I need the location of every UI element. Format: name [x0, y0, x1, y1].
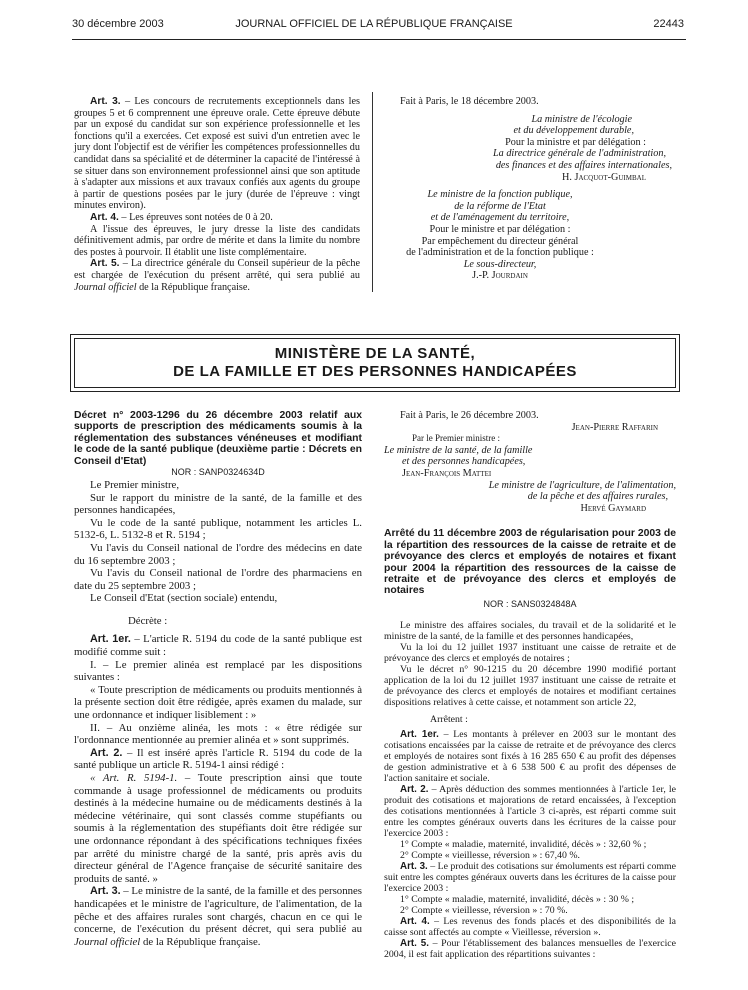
decree-article-r5194-1: « Art. R. 5194-1. – Toute prescription ainsi que toute commande à usage professionnel de médicaments ou produits destinés à la médecine humaine ou de médicaments destinés à la médecine vétérinaire, qui sont classés comme stupéfiants ou soumis à la réglementation des stupéfiants doit être rédigée sur une ordonnance répondant à des spécifications techniques fixées par arrêté du ministre chargé de la santé, pris après avis du directeur général de l'Agence française de sécurité sanitaire des produits de santé. » [74, 772, 362, 885]
sig-line: de la réforme de l'Etat [454, 200, 546, 212]
signatory-name: Hervé Gaymard [580, 502, 646, 514]
arrete-list-item: 1° Compte « maladie, maternité, invalidité, décès » : 32,60 % ; [400, 839, 647, 851]
sig-line: Pour le ministre et par délégation : [429, 223, 571, 235]
article-5-paragraph: Art. 5. – La directrice générale du Conseil supérieur de la pêche est chargée de l'exécution du présent arrêté, qui sera publié au Journal officiel de la République française. [74, 258, 361, 293]
sig-line: de la pêche et des affaires rurales, [527, 491, 668, 503]
sig-line: La ministre de l'écologie [531, 113, 632, 125]
sig-line: Le ministre de la fonction publique, [427, 189, 573, 201]
sig-line: Le sous-directeur, [463, 258, 537, 270]
sig-line: et du développement durable, [513, 125, 634, 137]
top-left-column [74, 96, 360, 293]
sig-line: Le ministre de la santé, de la famille [384, 444, 533, 456]
header-rule [72, 39, 686, 40]
arrete-nor: NOR : SANS0324848A [483, 598, 577, 609]
decree-paragraph: Vu le code de la santé publique, notamment les articles L. 5132-6, L. 5132-8 et R. 5194 ; [74, 516, 362, 542]
decree-paragraph: Vu l'avis du Conseil national de l'ordre des médecins en date du 16 septembre 2003 ; [74, 541, 362, 567]
top-right-signatures [384, 96, 676, 282]
arrete-list-item: 1° Compte « maladie, maternité, invalidité, décès » : 30 % ; [400, 894, 635, 906]
decree-column [74, 410, 362, 948]
signature-date: Fait à Paris, le 18 décembre 2003. [400, 96, 539, 107]
sig-line: des finances et des affaires internationales, [495, 159, 672, 171]
arrete-list-item: 2° Compte « vieillesse, réversion » : 67,40 %. [400, 850, 580, 862]
article-4-paragraph: Art. 4. – Les épreuves sont notées de 0 à 20. [90, 211, 273, 223]
arrete-arretent: Arrêtent : [430, 714, 468, 726]
article-3-paragraph: Art. 3. – Les concours de recrutements exceptionnels dans les groupes 5 et 6 comprennent une épreuve orale. Cette épreuve débute par un exposé du candidat sur son expérience professionnelle et les fonctions qu'il a exercées. Cet exposé est suivi d'un entretien avec le jury dont l'objectif est de vérifier les compétences professionnelles du candidat dans sa spécialité et de déterminer la capacité de l'intéressé à se situer dans son environnement professionnel ainsi que son aptitude à s'adapter aux missions et aux travaux confiés aux agents du groupe à partir de questions posées par le jury (durée de l'épreuve : vingt minutes environ). [74, 96, 361, 212]
decree-article-1: Art. 1er. – L'article R. 5194 du code de la santé publique est modifié comme suit : [74, 633, 363, 659]
decree-paragraph: Le Conseil d'Etat (section sociale) entendu, [90, 592, 278, 605]
signatory-name: Jean-Pierre Raffarin [571, 421, 658, 433]
decree-paragraph: Le Premier ministre, [90, 478, 180, 491]
ministry-heading-box [74, 338, 676, 388]
arrete-article-3: Art. 3. – Le produit des cotisations sur émoluments est réparti comme suit entre les comptes généraux ouverts dans les écritures de la caisse pour l'exercice 2003 : [384, 861, 676, 895]
right-column [384, 410, 676, 960]
header-date: 30 décembre 2003 [72, 18, 164, 30]
arrete-article-2: Art. 2. – Après déduction des sommes mentionnées à l'article 1er, le produit des cotisations et majorations de retard encaissées, à l'exception des cotisations mentionnées à l'article 3 ci-après, est réparti comme suit entre les comptes généraux ouverts dans les écritures de la caisse pour l'exercice 2003 : [384, 784, 676, 840]
decree-paragraph: Vu l'avis du Conseil national de l'ordre des pharmaciens en date du 25 septembre 2003 ; [74, 567, 362, 592]
decree-paragraph: I. – Le premier alinéa est remplacé par les dispositions suivantes : [74, 658, 362, 684]
decree-title: Décret n° 2003-1296 du 26 décembre 2003 relatif aux supports de prescription des médicaments soumis à la réglementation des substances vénéneuses et modifiant le code de la santé publique (deuxième partie : Décrets en Conseil d'Etat) [74, 410, 362, 467]
arrete-article-5: Art. 5. – Pour l'établissement des balances mensuelles de l'exercice 2004, il est fait application des répartitions suivantes : [384, 938, 677, 961]
arrete-article-4: Art. 4. – Les revenus des fonds placés et des disponibilités de la caisse sont affectés au compte « Vieillesse, réversion ». [384, 916, 676, 939]
sig-line: et des personnes handicapées, [402, 456, 526, 468]
decree-paragraph: « Toute prescription de médicaments ou produits mentionnés à la présente section doit être rédigée, après examen du malade, sur une ordonnance et indiquer lisiblement : » [74, 683, 362, 722]
sig-line: Le ministre de l'agriculture, de l'alimentation, [488, 479, 676, 491]
signatory-name: H. Jacquot-Guimbal [562, 171, 646, 183]
decree-nor: NOR : SANP0324634D [171, 467, 265, 478]
decree-paragraph: II. – Au onzième alinéa, les mots : « être rédigée sur l'ordonnance mentionnée au premier alinéa et » sont supprimés. [74, 721, 362, 747]
decree-article-3: Art. 3. – Le ministre de la santé, de la famille et des personnes handicapées et le ministre de l'agriculture, de l'alimentation, de la pêche et des affaires rurales sont chargés, chacun en ce qui le concerne, de l'exécution du présent décret, qui sera publié au Journal officiel de la République française. [74, 885, 362, 948]
sig-line: Pour la ministre et par délégation : [505, 136, 646, 148]
decree-paragraph: Sur le rapport du ministre de la santé, de la famille et des personnes handicapées, [74, 491, 362, 517]
arrete-article-1: Art. 1er. – Les montants à prélever en 2003 sur le montant des cotisations encaissées par la caisse de retraite et de prévoyance des clercs et employés de notaires sont fixés à 16 285 650 € au profit des dépenses de gestion administrative et à 6 538 500 € au profit des dépenses de l'action sanitaire et sociale. [384, 729, 676, 785]
sig-line: La directrice générale de l'administration, [493, 148, 666, 160]
decree-signature-date: Fait à Paris, le 26 décembre 2003. [400, 410, 539, 421]
column-divider [372, 92, 373, 292]
page-header [0, 18, 748, 34]
sig-line: Par empêchement du directeur général [421, 235, 579, 247]
sig-line: de l'administration et de la fonction publique : [406, 247, 594, 259]
decree-decrete: Décrète : [128, 614, 168, 627]
decree-article-2: Art. 2. – Il est inséré après l'article R. 5194 du code de la santé publique un article R. 5194-1 ainsi rédigé : [74, 746, 362, 772]
article-4-paragraph-2: A l'issue des épreuves, le jury dresse la liste des candidats définitivement admis, par ordre de mérite et dans la limite du nombre des postes à pourvoir. Il établit une liste complémentaire. [74, 223, 360, 258]
signatory-name: Jean-François Mattei [402, 467, 492, 479]
sig-line: et de l'aménagement du territoire, [430, 212, 570, 224]
header-journal-title: JOURNAL OFFICIEL DE LA RÉPUBLIQUE FRANÇAISE [235, 18, 513, 30]
ministry-heading-line-2: DE LA FAMILLE ET DES PERSONNES HANDICAPÉES [173, 363, 577, 380]
arrete-list-item: 2° Compte « vieillesse, réversion » : 70 %. [400, 905, 568, 917]
sig-line: Par le Premier ministre : [412, 433, 500, 444]
arrete-paragraph: Le ministre des affaires sociales, du travail et de la solidarité et le ministre de la santé, de la famille et des personnes handicapées, [384, 620, 676, 643]
header-page-number: 22443 [653, 18, 684, 30]
arrete-paragraph: Vu la loi du 12 juillet 1937 instituant une caisse de retraite et de prévoyance des clercs et employés de notaires ; [384, 642, 676, 665]
signatory-name: J.-P. Jourdain [472, 270, 528, 282]
arrete-paragraph: Vu le décret n° 90-1215 du 20 décembre 1990 modifié portant application de la loi du 12 juillet 1937 instituant une caisse de retraite et de prévoyance des clercs et employés de notaires et modifiant certaines dispositions relatives à cette caisse, et notamment son article 22, [384, 664, 676, 709]
ministry-heading-line-1: MINISTÈRE DE LA SANTÉ, [274, 345, 476, 362]
arrete-title: Arrêté du 11 décembre 2003 de régularisation pour 2003 de la répartition des ressources de la caisse de retraite et de prévoyance des clercs et employés de notaires et fixant pour 2004 la répartition des ressources de la caisse de retraite et de prévoyance des clercs et employés de notaires [384, 528, 676, 597]
